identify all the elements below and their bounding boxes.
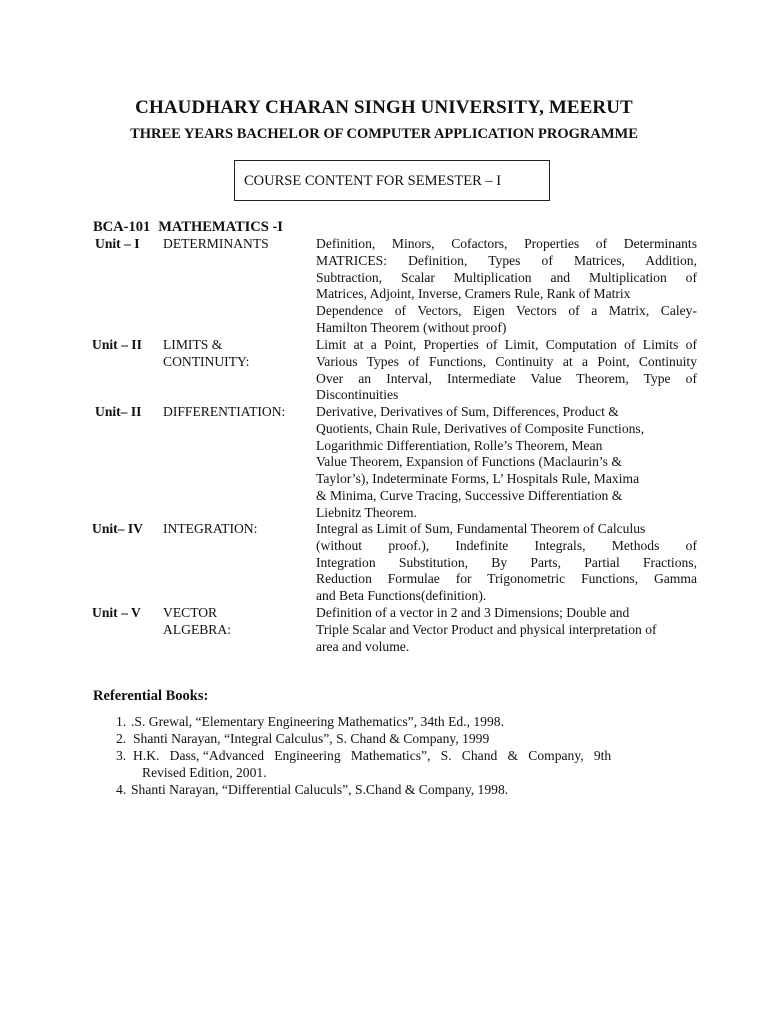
topic-line: DIFFERENTIATION: [163, 404, 286, 419]
desc-line: Matrices, Adjoint, Inverse, Cramers Rule, Rank of Matrix [316, 286, 631, 302]
topic-line: CONTINUITY: [163, 353, 250, 369]
topic-line: VECTOR [163, 605, 218, 620]
desc-line: Discontinuities [316, 387, 399, 403]
list-text: Shanti Narayan, “Integral Calculus”, S. Chand & Company, 1999 [133, 731, 490, 746]
list-text: Shanti Narayan, “Differential Caluculs”, S.Chand & Company, 1998. [131, 782, 509, 797]
unit-description [316, 404, 697, 522]
desc-line: Triple Scalar and Vector Product and physical interpretation of [316, 621, 657, 637]
list-text: Revised Edition, 2001. [142, 765, 267, 780]
desc-line: Liebnitz Theorem. [316, 504, 417, 520]
unit-topic [163, 605, 231, 639]
unit-topic [163, 521, 257, 538]
unit-description [316, 605, 697, 655]
list-number: 4. [116, 782, 127, 797]
course-name: MATHEMATICS -I [158, 219, 283, 235]
desc-line: Taylor’s), Indeterminate Forms, L’ Hospitals Rule, Maxima [316, 471, 640, 487]
unit-topic [163, 404, 285, 421]
unit-label: Unit – V [92, 605, 141, 620]
topic-line: LIMITS & [163, 337, 223, 352]
unit-label: Unit – II [92, 337, 142, 352]
desc-line: area and volume. [316, 638, 410, 654]
unit-label: Unit– IV [92, 521, 143, 536]
desc-line: Definition of a vector in 2 and 3 Dimensions; Double and [316, 605, 630, 620]
desc-line: Logarithmic Differentiation, Rolle’s Theorem, Mean [316, 437, 603, 453]
desc-line: Quotients, Chain Rule, Derivatives of Composite Functions, [316, 420, 645, 436]
list-number: 1. [116, 714, 127, 729]
unit-topic [163, 337, 249, 371]
topic-line: DETERMINANTS [163, 236, 269, 251]
unit-description [316, 337, 697, 404]
unit-description [316, 236, 697, 337]
desc-line: Derivative, Derivatives of Sum, Differences, Product & [316, 404, 619, 419]
list-text: H.K. Dass, “Advanced Engineering Mathematics”, S. Chand & Company, 9th [133, 748, 612, 763]
unit-label: Unit – I [95, 236, 140, 251]
desc-line: Subtraction, Scalar Multiplication and Multiplication of [316, 269, 697, 285]
unit-description [316, 521, 697, 605]
references-heading: Referential Books: [93, 688, 209, 704]
university-title: CHAUDHARY CHARAN SINGH UNIVERSITY, MEERUT [135, 97, 633, 118]
desc-line: Hamilton Theorem (without proof) [316, 319, 507, 335]
desc-line: Value Theorem, Expansion of Functions (Maclaurin’s & [316, 454, 622, 470]
desc-line: Integral as Limit of Sum, Fundamental Theorem of Calculus [316, 521, 646, 536]
course-code: BCA-101 [93, 219, 151, 235]
desc-line: and Beta Functions(definition). [316, 588, 487, 604]
desc-line: Definition, Minors, Cofactors, Properties of Determinants [316, 236, 697, 251]
programme-title: THREE YEARS BACHELOR OF COMPUTER APPLICATION PROGRAMME [130, 126, 638, 142]
desc-line: (without proof.), Indefinite Integrals, Methods of [316, 537, 697, 553]
desc-line: MATRICES: Definition, Types of Matrices, Addition, [316, 252, 697, 268]
topic-line: ALGEBRA: [163, 621, 231, 637]
list-text: .S. Grewal, “Elementary Engineering Mathematics”, 34th Ed., 1998. [131, 714, 504, 729]
desc-line: Various Types of Functions, Continuity at a Point, Continuity [316, 353, 697, 369]
desc-line: & Minima, Curve Tracing, Successive Differentiation & [316, 487, 623, 503]
unit-label: Unit– II [95, 404, 142, 419]
desc-line: Dependence of Vectors, Eigen Vectors of a Matrix, Caley- [316, 303, 697, 319]
desc-line: Over an Interval, Intermediate Value Theorem, Type of [316, 370, 697, 386]
semester-box [234, 160, 550, 201]
desc-line: Reduction Formulae for Trigonometric Functions, Gamma [316, 571, 697, 587]
semester-label: COURSE CONTENT FOR SEMESTER – I [244, 173, 502, 189]
topic-line: INTEGRATION: [163, 521, 258, 536]
desc-line: Integration Substitution, By Parts, Partial Fractions, [316, 554, 697, 570]
desc-line: Limit at a Point, Properties of Limit, Computation of Limits of [316, 337, 697, 352]
list-number: 3. [116, 748, 127, 763]
list-number: 2. [116, 731, 127, 746]
unit-topic [163, 236, 269, 253]
course-heading [93, 219, 291, 236]
